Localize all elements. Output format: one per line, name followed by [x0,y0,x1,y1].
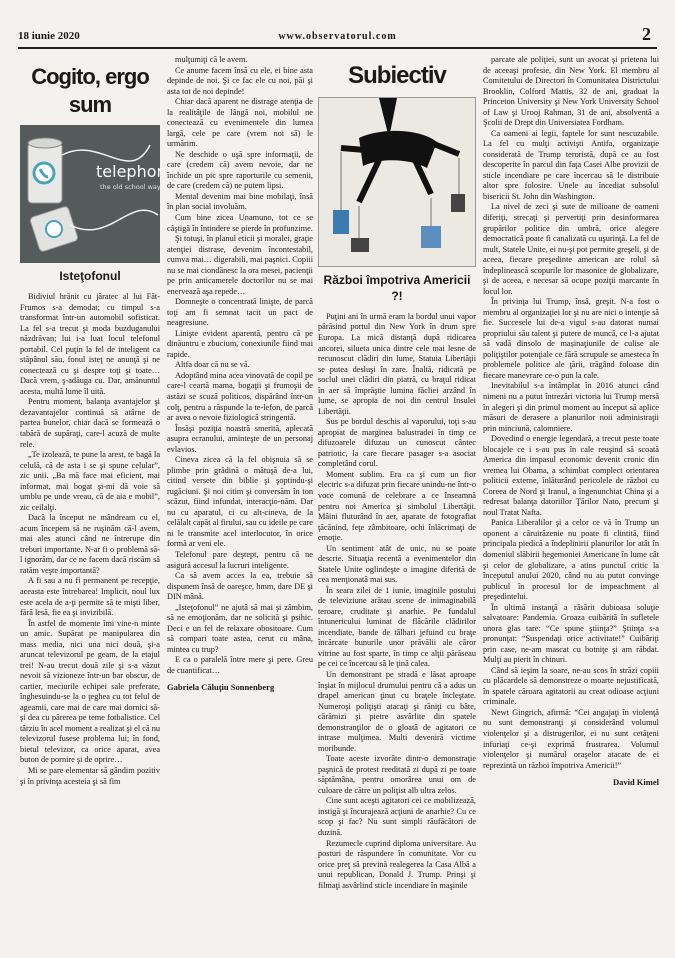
paragraph: În seara zilei de 1 iunie, imaginile postului de televiziune arătau scene de inimaginabilă teroare, cruditate şi anarhie. Pe fundalul întunericului luminat de flăcările clădirilor incendiate, bande de tâlhari jefuind cu braţe încărcate bunurile unor prăvălii ale căror vitrine au fost sparte, în timp ce alţii părăseau pe cei ce încercau să le ţină calea. [318,585,476,669]
paragraph: Panica Liberalilor şi a celor ce vă în Trump un oponent a căruirăzenie nu poate fi clintită, fiind principala piedică a îndeplinirii planurilor lor atât în domeniul slăbirii hegemoniei Americane în lume cât şi celor de globalizare, a atins punctul critic la începutul anului 2020, când nu au putut convinge publicul în procesul lor de impeachment al preşedintelui. [483,518,659,602]
art-word-telephone: telephone [96,161,177,181]
paragraph: Cine sunt aceşti agitatori cei ce mobilizează, instigă şi încurajează acţiuni de anarhie? Cu ce scop şi fac? Nu sunt simpli răufăcători de duzină. [318,796,476,837]
article-headline-razboi: Război împotriva Americii ?! [323,273,471,303]
paragraph: Altfa doar că nu se vă. [175,360,250,370]
paragraph: Telefonul pare deştept, pentru că ne asigură accesul la lucruri inteligente. [167,549,313,570]
issue-date: 18 iunie 2020 [18,30,80,42]
tin-can-phone-image [20,125,177,263]
paragraph: Adoptând mina acea vinovată de copil pe care-l ceartă mama, bogaţii şi frumoşii de astăzi se scuză politicos, dispărând într-un colţ, pentru a răspunde la te-lefon, de parcă ar avea o nevoie fiziologică stringentă. [167,370,313,423]
paragraph: Dacă la început ne mândream cu el, acum începem să ne ruşinăm că-l avem, mai ales atunci când ne întrerupe din treburi importante. N-ar fi o problemă să-l ignorăm, dar ce ne facem dacă riscăm să ratăm veşte importantă? [20,513,160,575]
column-2 [167,55,313,910]
column-3 [318,55,476,910]
article-headline-istetofonul: Isteţofonul [59,268,121,283]
paragraph: Rezumecle cuprind diploma universitare. Au posturi de răspundere în comunitate. Vor cu orice preţ să prevină realegerea la Casa Albă a unui republican, Donald J. Trump. Prinşi şi filmaţi asvârlind sticle incendiare în maşinile [318,838,476,890]
paragraph: Cum bine zicea Unamuno, tot ce se câştigă în întindere se pierde în profunzime. [167,212,313,233]
paragraph: Ce anume facem însă cu ele, ei bine asta depinde de noi. Şi ce fac ele cu noi, păi şi asta tot de noi depinde! [167,65,313,96]
paragraph: Moment sublim. Era ca şi cum un fior electric s-a difuzat prin fiecare unindu-ne într-o voce comună de celebrare a ce înseamnă pentru noi America şi simbolul Libertăţii. Mâini fluturând în aer, aparate de fotografiat ţăcănind, feţe zâmbitoare, ochi înlăcrimaţi de emoţie. [318,469,476,543]
paragraph: La nivel de zeci şi sute de milioane de oameni diferiţi, strecaţi şi pervertiţi prin desinformarea grupărilor politice din umbră, orice alegere democratică poate fi canalizată cu uşurinţă. La fel de mult, Statele Unite, ei nu-şi pot permite greşeli, şi de aceea, fiecare preşedinte american are rolul să îndeplinească scopurile lor masonice de globalizare, şi de aceea, e necesar să ocupe poziţii marcante în locul lor. [483,202,659,296]
column-4 [483,55,659,910]
paragraph: Domneşte o concentrată linişte, de parcă toţi am fi semnat tacit un pact de neagresiune. [167,297,313,328]
page-header [18,24,657,46]
paragraph: Bidiviul hrănit cu jăratec al lui Făt-Frumos s-a demodat; cu timpul s-a transformat într-un automobil sofisticat. La fel s-a trecut şi moda buzduganului năzdrăvan; lui i-a luat locul telefonul portabil. Cel puţin la fel de inteligent ca stăpânul său, fonul isteţ ne anunţă şi ne conectează cu şi despre toţi şi toate… Dacă vrem, ş-adăuga cu. Dar, amănuntul acesta, multă lume îl uită. [20,292,160,396]
paragraph: „Isteţofonul” ne ajută să mai şi zâmbim, să ne emoţionăm, dar ne solicită şi psihic. Deci e un fel de relaxare obositoare. Cum să compari toate astea, cerut cu mâna, mintea cu trup? [167,602,313,654]
section-title-cogito: Cogito, ergo sum [31,64,149,117]
paragraph: În ultimă instanţă a răsărit dubioasa soluţie salvatoare: Pandemia. Groaza cuibărită în sufletele unora glas tare: “Ce spune ştiinţa?” Ştiinţa s-a pronunţat: “Suspendaţi orice activitate!” Cuibăriţi prin case, ne-am mascat cu botniţe şi am răbdat. Mulţi au pierit în chinuri. [483,602,659,665]
telephone-illustration [20,125,177,263]
puppeteer-hand-image [319,98,475,266]
paragraph: Linişte evident aparentă, pentru că pe dinăuntru e zbucium, conexiunile fiind mai rapide. [167,328,313,359]
paragraph: „Te izolează, te pune la arest, te bagă la celulă, că de asta i se şi spune celular”, zic unii. „Ba mă face mai eficient, mai informat, mai bogat şi-mi dă voie să umblu pe unde vreau, că de aia e mobil”, zic ceilalţi. [20,450,160,512]
paragraph: Ca să avem acces la ea, trebuie să dispunem însă de oareşce, hmm, dare DE şi DIN mână. [167,571,313,602]
paragraph: Pentru moment, balanţa avantajelor şi dezavantajelor continuă să atârne de partea bunelor, chiar dacă se formează o tabără de supăraţi, care-l acuză de multe rele. [20,397,160,449]
paragraph: Mental devenim mai bine mobilaţi, însă în plan social involuăm. [167,191,313,212]
paragraph: Un sentiment atât de unic, nu se poate descrie. Situaţia recentă a evenimentelor din Statele Unite oglindeşte o imagine diferită de cea menţionată mai sus. [318,543,476,585]
paragraph: Mi se pare elementar să gândim pozitiv şi în privinţa acesteia şi să fim [20,766,160,786]
paragraph: E ca o paralelă între mere şi pere. Greu de cuantificat… [167,655,313,675]
paragraph: mulţumiţi că le avem. [175,55,248,64]
paragraph: În astfel de momente îmi vine-n minte un amic. Supărat pe manipularea din mass media, nici una nici două, şi-a aruncat televizorul pe geam, de la etajul trei! N-au trecut două zile şi s-a văzut nevoit să vizioneze într-un bar obscur, de cartier, meciurile echipei sale preferate, înghesuindu-se la o ţeghea cu tot felul de ageamii, care mai de care mai dornici să-şi dea cu părerea pe teme fotbalistice. Cel târziu în acel moment a realizat şi el că nu televizorul fusese problema lui; în fond, bietul televizor, ca orice aparat, avea buton de pornire şi de oprire… [20,618,160,765]
paragraph: Toate aceste izvorâte dintr-o demonstraţie paşnică de protest reeditată zi după zi pe toate săptămâna, pentru omorârea unui om de culoare de către un poliţist alb ultra zelos. [318,754,476,795]
paragraph: Newt Gingrich, afirmă: “Cei angajaţi în violenţă nu sunt demonstranţi şi considerând volumul violenţelor şi a distrugerilor, ei nu sunt cetăţeni infuriaţi ce-şi exprimă frustrarea. Volumul violenţelor şi numărul oraşelor atacate de ei reprezintă un război împotriva Americii!” [483,707,659,770]
paragraph: parcate ale poliţiei, sunt un avocat şi prietena lui de aceeaşi profesie, din New York. El membru al Comitetului de Directori în Comunitatea Districtului Brooklin, Colford Mattis, 32 de ani, graduat la Princeton University şi New York University School of Law şi Urooj Rahman, 31 de ani, absolventă a Şcolii de Drept din Universiatea Fordham. [483,55,659,128]
paragraph: Puţini ani în urmă eram la bordul unui vapor părăsind portul din New York în drum spre Europa. La mică distanţă după ridicarea ancorei, silueta unica dintre cele mai lesne de recunoscut clădiri din lume, Statuia Libertăţii se putea desluşi în zare. Înaltă, ridicată pe soclul unei clădiri din piatră, cu braţul ridicat în aer să împrăştie lumina făcliei arzând în lume, se apropia de noi din centrul Insulei Libertăţii. [318,311,476,416]
paragraph: Cineva zicea că la fel obişnuia să se plimbe prin grădină o mătuşă de-a lui, citind versete din biblie şi şoptindu-şi rugăciuni. Şi noi citim şi conversăm în ton scăzut, fiind infundat, interacţio-năm. Dar nu cu aparatul, ci cu alt-cineva, de la celălalt capăt al firului, sau cu ideile pe care ni le transmite acel interlocutor, în orice formă ar veni ele. [167,455,313,549]
paragraph: Însăşi poziţia noastră smerită, aplecată asupra ecranului, aminteşte de un personaj evlavios. [167,423,313,454]
author-signature: Gabriela Căluţiu Sonnenberg [167,682,275,693]
art-tagline: the old school way [100,182,161,191]
paragraph: Când să ieşim la soare, ne-au scos în străzi copiii cu plăcardele să demonstreze o moarte nejustificată, în spatele căroara agitatorii au creat odioase acţiuni criminale. [483,665,659,707]
site-url[interactable]: www.observatorul.com [278,31,397,42]
paragraph: Dovedind o energie legendară, a trecut peste toate blocajele ce i s-au pus în cale reuşind să scoată America din impasul economic devenit cronic din vremea lui Obama, a schimbat complect orientarea politicii externe, înlăturând pericolele de război cu Coreea de Nord şi Iranul, a îngenunchiat China şi a redresat balanţa datoriilor Ţărilor Nato, precum şi noul Tratat Nafta. [483,434,659,517]
paragraph: Chiar dacă aparent ne distrage atenţia de la realităţile de lângă noi, mobilul ne conectează cu evenimentele din lumea largă, cele pe care (vrem noi să) le urmărim. [167,97,313,149]
puppet-illustration [318,97,476,267]
paragraph: În privinţa lui Trump, însă, greşit. N-a fost o membru al organizaţiei lor şi nu are nici o intenţie să fie. Succesele lui de-a vigul s-au datorat numai propriului său talent şi putere de muncă, ce l-a ajutat să vadă dinsolo de mașinaţiunile de culise ale poliţiştilor potenţiale ce fără scrupule se amesteca în problemele politice ale ţării, trăgând foloase din fiecare manevrare ce-o pun la cale. [483,297,659,380]
header-rule [18,47,657,49]
paragraph: Şi totuşi, în planul eticii şi moralei, graţie atenţiei distrase, devenim încontestabil, cumva mai… digerabili, mai paşnici. Copiii nu se mai ciondănesc la ora mesei, pacienţii pe prin anticamerele doctorilor nu se mai enervează aşa repede… [167,234,313,296]
paragraph: Ne deschide o uşă spre informaţii, de care (credem că) avem nevoie, dar ne închide un pic spre raporturile cu semenii, de care (credem că) ne putem lipsi. [167,149,313,191]
section-title-subiectiv: Subiectiv [348,62,446,89]
page-number: 2 [642,24,651,44]
paragraph: Sus pe bordul deschis al vaporului, toţi s-au apropiat de marginea balustradei în timp ce difuzoarele difuzau un cunoscut cântec patriotic, la care fiecare pasager s-a asociat completând corul. [318,417,476,469]
paragraph: Ca oameni ai legii, faptele lor sunt nescuzabile. La fel cu mulţi activişti Antifa, organizaţie considerată de Trump teroristă, după ce au fost descoperite în parcul din faţa Casei Albe provizii de sticle incendiare pe care încercau să le distribuie altor spre folosire. Unele au încediat subsolul bisericii St. John din Washington. [483,128,659,201]
paragraph: Un demonstrant pe stradă e lăsat aproape înşiat în mijlocul drumului pentru că a adus un drapel american ţinut cu braţele încleştate. Numeroşi poliţişti atacaţi şi răniţi cu bâte, cărămizi şi pietre asvârlite din spatele demonstranţilor de o gloată de agitatori ce intrase mulţimea. Multi deveniră victime moribunde. [318,670,476,753]
column-1 [20,55,177,895]
author-signature: David Kimel [612,777,659,788]
paragraph: Inevitabilul s-a întâmplat în 2016 atunci când nimeni nu a putut întrezări victoria lui Trump mersă în alegeri şi din primul moment au început să aplice măsuri de derasere a planurilor noii administraţii prin minciună, calomniere. [483,381,659,433]
paragraph: A fi sau a nu fi permanent pe recepţie, aceasta este întrebarea! Implicit, noul lux este acela de a-ţi permite să te mişti liber, fără lesă, fie ea şi invizibilă. [20,576,160,618]
